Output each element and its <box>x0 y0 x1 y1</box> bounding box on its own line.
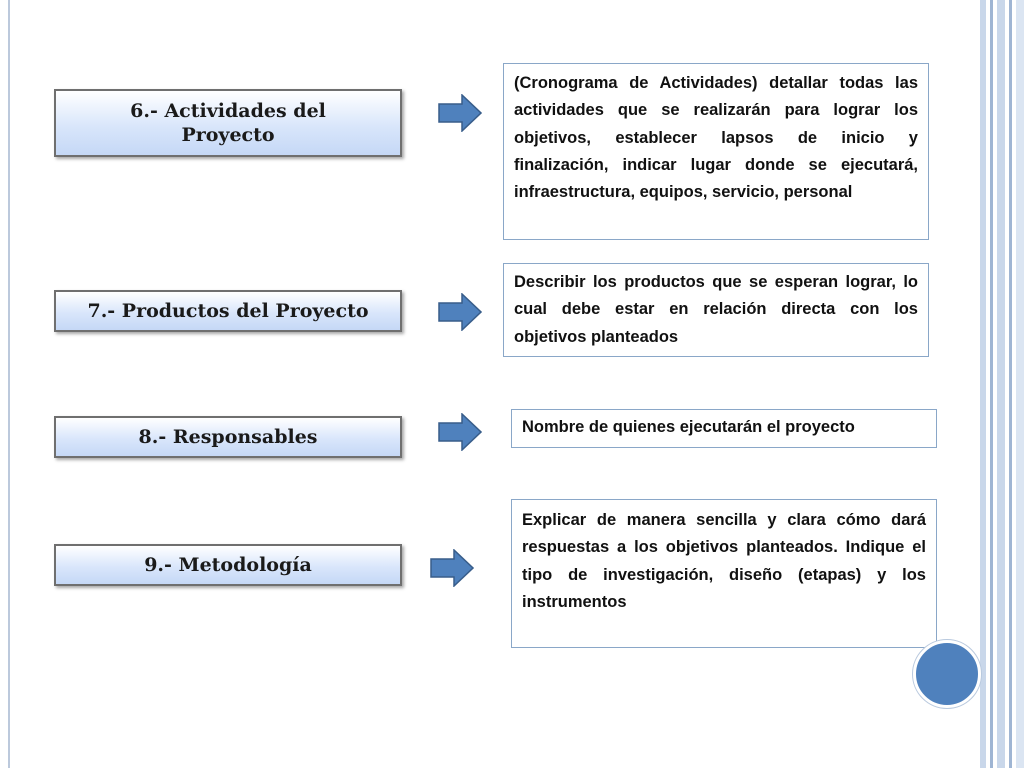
decorative-circle <box>913 640 981 708</box>
label-metodologia <box>54 544 402 586</box>
description-metodologia <box>511 499 937 648</box>
description-actividades <box>503 63 929 240</box>
left-border-rule <box>8 0 10 768</box>
description-responsables <box>511 409 937 448</box>
label-actividades <box>54 89 402 157</box>
label-productos <box>54 290 402 332</box>
description-productos <box>503 263 929 357</box>
label-responsables-text: 8.- Responsables <box>138 426 318 448</box>
right-arrow-icon <box>438 293 482 331</box>
label-actividades-text: 6.- Actividades del Proyecto <box>130 100 326 146</box>
right-arrow-icon <box>438 94 482 132</box>
label-responsables <box>54 416 402 458</box>
description-metodologia-text: Explicar de manera sencilla y clara cómo dará respuestas a los objetivos planteados. Indique el tipo de investigación, diseño (etapas) y los instrumentos <box>522 511 926 611</box>
label-productos-text: 7.- Productos del Proyecto <box>87 300 369 322</box>
description-actividades-text: (Cronograma de Actividades) detallar todas las actividades que se realizarán para lograr los objetivos, establecer lapsos de inicio y finalización, indicar lugar donde se ejecutará, infraestructura, equipos, servicio, personal <box>514 74 918 202</box>
right-arrow-icon <box>438 413 482 451</box>
description-productos-text: Describir los productos que se esperan lograr, lo cual debe estar en relación directa con los objetivos planteados <box>514 273 918 346</box>
right-decorative-stripes <box>978 0 1024 768</box>
label-metodologia-text: 9.- Metodología <box>144 554 312 576</box>
right-arrow-icon <box>430 549 474 587</box>
description-responsables-text: Nombre de quienes ejecutarán el proyecto <box>522 418 855 436</box>
